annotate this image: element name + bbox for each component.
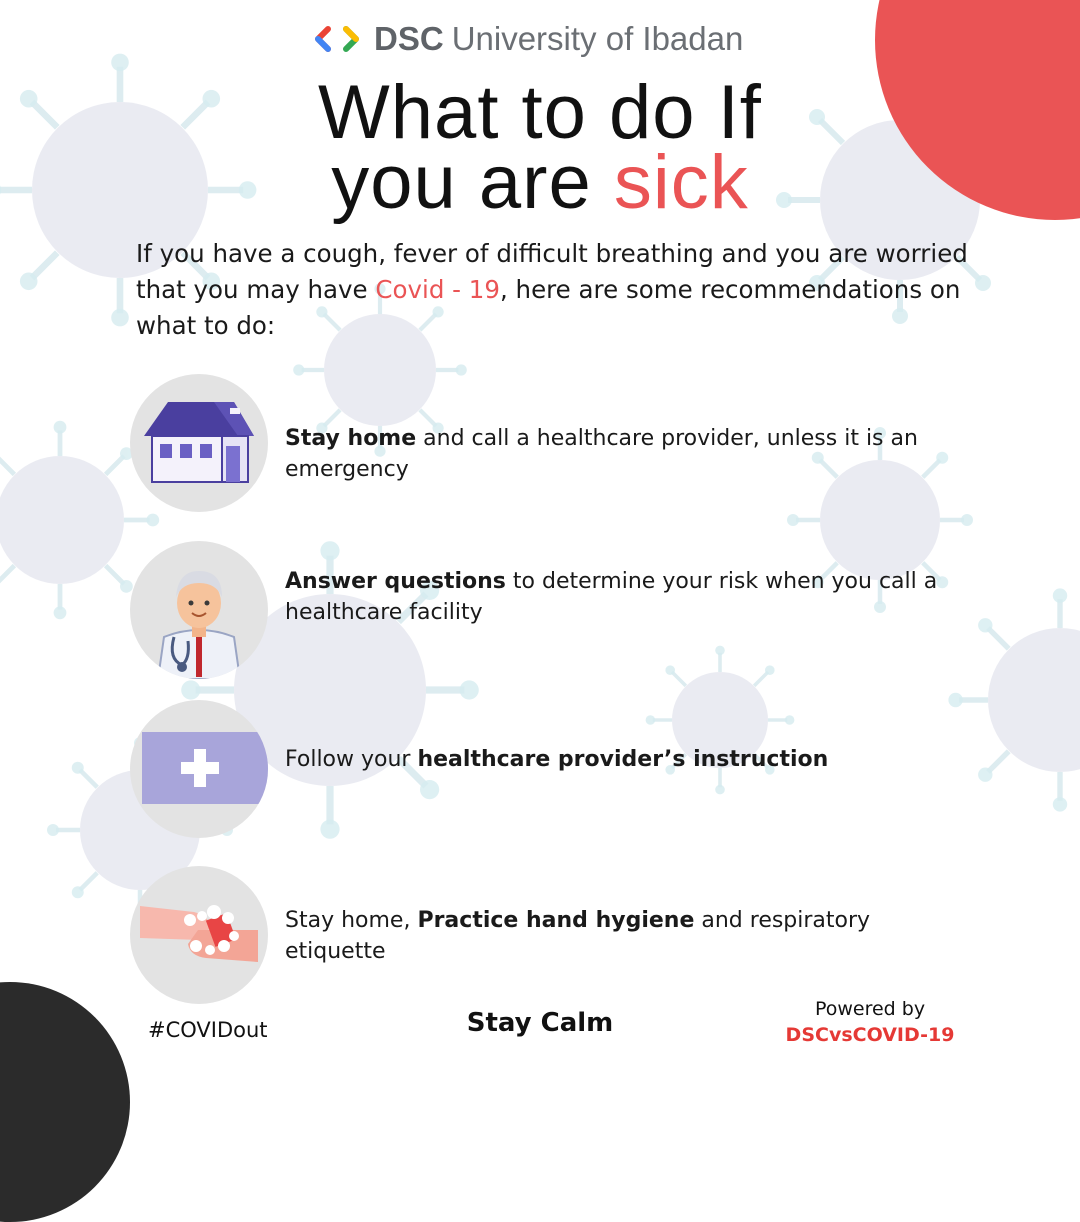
step-4-text	[285, 905, 945, 967]
intro-paragraph	[136, 236, 996, 344]
powered-by-name: DSCvsCOVID-19	[785, 1024, 955, 1046]
powered-by	[770, 996, 970, 1048]
step-3-bold: healthcare provider’s instruction	[417, 747, 829, 772]
doctor-icon	[130, 541, 268, 679]
page-title-line2	[0, 140, 1080, 225]
hashtag: #COVIDout	[148, 1018, 268, 1042]
brand-name: University of Ibadan	[451, 20, 744, 57]
step-2-text	[285, 566, 945, 628]
step-2-rest: to determine your risk when you call a healthcare facility	[285, 569, 938, 625]
intro-accent: Covid - 19	[375, 275, 500, 304]
page-title-line1: What to do If	[318, 70, 762, 155]
step-1-bold: Stay home	[285, 426, 417, 451]
step-2-icon-circle	[130, 541, 268, 679]
step-2-bold: Answer questions	[285, 569, 506, 594]
title-accent: sick	[613, 140, 749, 225]
house-icon	[130, 374, 268, 512]
brand-header	[314, 18, 743, 60]
step-3-text	[285, 744, 945, 775]
intro-part1: If you have a cough, fever of difficult breathing and you are worried that you may have	[136, 239, 968, 304]
step-3-pre: Follow your	[285, 747, 418, 772]
step-1-rest: and call a healthcare provider, unless it is an emergency	[285, 426, 918, 482]
step-1-icon-circle	[130, 374, 268, 512]
step-4-pre: Stay home,	[285, 908, 418, 933]
powered-by-label: Powered by	[814, 998, 926, 1020]
stay-calm-text: Stay Calm	[466, 1008, 614, 1038]
step-4-bold: Practice hand hygiene	[417, 908, 695, 933]
hand-washing-icon	[130, 866, 268, 1004]
title-prefix: you are	[331, 140, 614, 225]
dsc-logo-icon	[314, 24, 368, 54]
intro-part2: , here are some recommendations on what to do:	[136, 275, 961, 340]
brand-short: DSC	[374, 20, 444, 57]
step-4-icon-circle	[130, 866, 268, 1004]
step-3-icon-circle	[130, 700, 268, 838]
medical-cross-icon	[130, 700, 268, 838]
step-1-text	[285, 423, 945, 485]
step-4-rest: and respiratory etiquette	[285, 908, 871, 964]
